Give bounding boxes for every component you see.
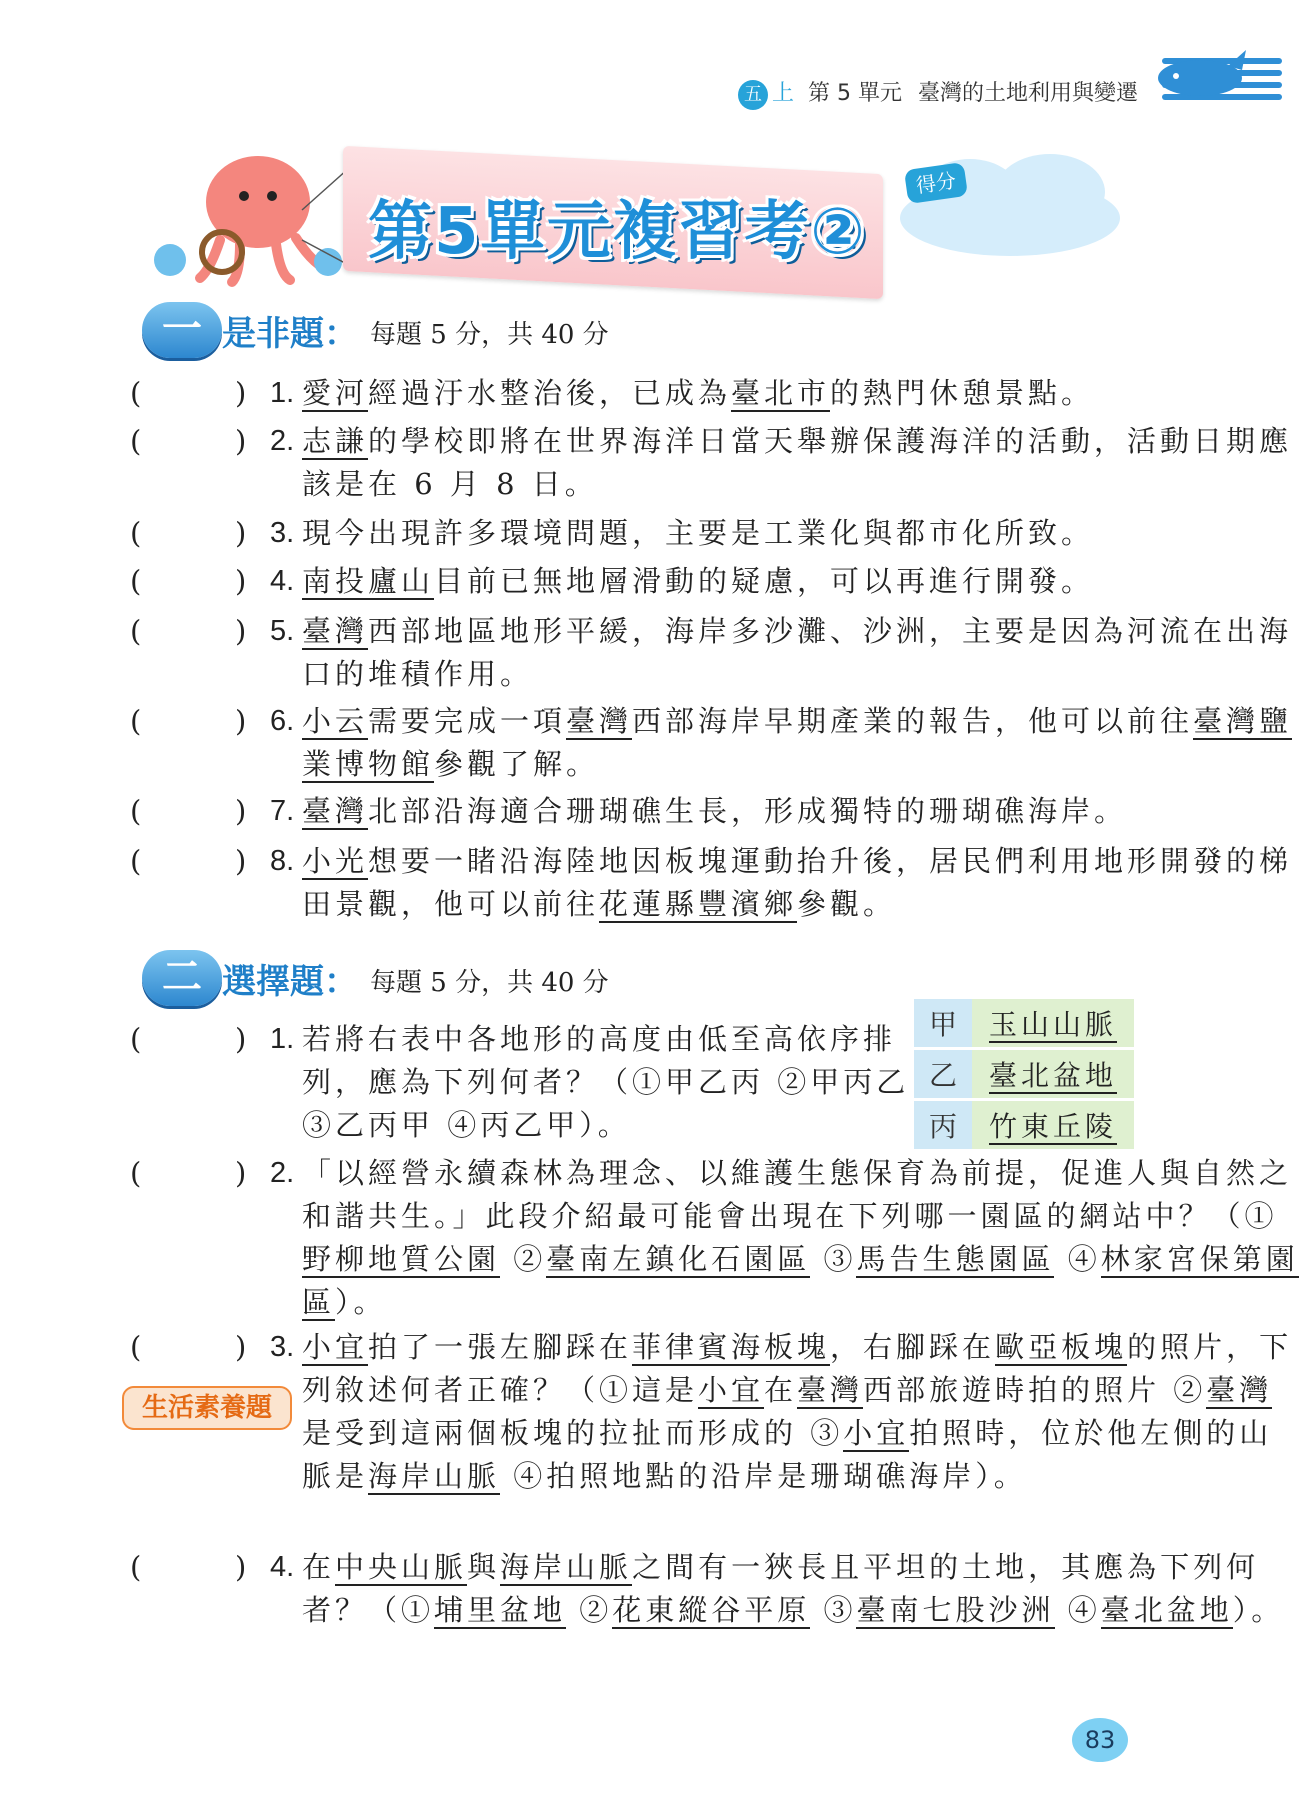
proper-noun-underlined: 廬山 [368,564,435,598]
proper-noun-underlined: 臺灣 [1206,1373,1273,1407]
proper-noun-underlined: 花蓮縣 [599,887,699,921]
question-text [302,700,1302,786]
answer-blank-close: ) [235,614,247,648]
proper-noun-underlined: 野柳地質公園 [302,1242,501,1276]
proper-noun-underlined: 臺南左鎮化石園區 [546,1242,811,1276]
proper-noun-underlined: 菲律賓海板塊 [632,1330,831,1364]
question-text-segment: 拍了一張左腳踩在 [368,1330,633,1364]
question-text [302,790,1302,833]
answer-blank-open[interactable]: ( [130,794,142,828]
answer-blank-open[interactable]: ( [130,1330,142,1364]
answer-blank-open[interactable]: ( [130,1022,142,1056]
answer-blank-open[interactable]: ( [130,704,142,738]
answer-blank-open[interactable]: ( [130,1550,142,1584]
section-score: 每題 5 分，共 40 分 [370,320,609,350]
answer-blank-close: ) [235,1330,247,1364]
question-number: 2. [270,1157,295,1189]
section-title-text: 是非題 [222,314,324,354]
question-text-segment: 是受到這兩個板塊的拉扯而形成的 ③ [302,1416,844,1450]
section-colon: ： [324,962,358,1002]
question-text [302,512,1302,555]
question-text [302,1152,1302,1324]
question-number: 4. [270,1551,295,1583]
question-text [302,560,1302,603]
question-text-segment: 西部海岸早期產業的報告，他可以前往 [632,704,1194,738]
section-title-text: 選擇題 [222,962,324,1002]
question-number: 3. [270,517,295,549]
table-key: 乙 [914,1050,972,1098]
proper-noun-underlined: 臺灣 [302,614,369,648]
page-number: 83 [1072,1718,1128,1762]
question-text-segment: 需要完成一項 [368,704,567,738]
proper-noun-underlined: 志謙 [302,424,369,458]
proper-noun-underlined: 愛河 [302,376,369,410]
page-title: 第5單元複習考② [368,195,867,269]
answer-blank-open[interactable]: ( [130,844,142,878]
proper-noun-underlined: 臺北盆地 [1100,1593,1233,1627]
question-text-segment: 目前已無地層滑動的疑慮，可以再進行開發。 [434,564,1095,598]
semester-label: 上 [772,81,795,106]
table-value [972,1050,1134,1098]
proper-noun-underlined: 埔里盆地 [434,1593,567,1627]
life-skill-tag: 生活素養題 [122,1386,292,1430]
proper-noun-underlined: 小宜 [698,1373,765,1407]
answer-blank-close: ) [235,376,247,410]
proper-noun-underlined: 臺南七股沙洲 [856,1593,1055,1627]
question-text-segment: ③ [810,1593,857,1627]
table-value-text: 臺北盆地 [988,1059,1117,1092]
question-text [302,610,1302,696]
question-text [302,372,1272,415]
proper-noun-underlined: 小光 [302,844,369,878]
question-text-segment: 西部地區地形平緩，海岸多沙灘、沙洲，主要是因為河流在出海口的堆積作用。 [302,614,1293,691]
question-number: 5. [270,615,295,647]
question-text-segment: 的學校即將在世界海洋日當天舉辦保護海洋的活動，活動日期應該是在 6 月 8 日。 [302,424,1293,501]
section-title [222,954,358,1003]
answer-blank-open[interactable]: ( [130,376,142,410]
table-value [972,1101,1134,1149]
question-text-segment: 與 [467,1550,501,1584]
answer-blank-close: ) [235,516,247,550]
answer-blank-close: ) [235,424,247,458]
table-value [972,999,1134,1047]
question-text [302,1018,952,1147]
proper-noun-underlined: 臺灣 [302,794,369,828]
proper-noun-underlined: 馬告生態園區 [856,1242,1055,1276]
proper-noun-underlined: 中央山脈 [335,1550,468,1584]
question-number: 1. [270,377,295,409]
question-text-segment: ② [566,1593,613,1627]
section-score: 每題 5 分，共 40 分 [370,968,609,998]
question-text [302,420,1302,506]
question-text-segment: 參觀了解。 [434,747,600,781]
proper-noun-underlined: 小云 [302,704,369,738]
section-number: 二 [142,950,222,1006]
question-text [302,1326,1302,1498]
proper-noun-underlined: 臺灣 [566,704,633,738]
question-number: 8. [270,845,295,877]
question-text-segment: ② [500,1242,547,1276]
proper-noun-underlined: 小宜 [843,1416,910,1450]
topic-label: 臺灣的土地利用與變遷 [918,81,1139,106]
answer-blank-open[interactable]: ( [130,614,142,648]
section-colon: ： [324,314,358,354]
question-text-segment: 的照片，下列敘述何者正確？（①這是 [302,1330,1293,1407]
question-number: 6. [270,705,295,737]
unit-label: 第 5 單元 [808,81,902,106]
table-value-text: 玉山山脈 [988,1008,1117,1041]
question-text [302,840,1302,926]
question-number: 2. [270,425,295,457]
question-text-segment: ）。 [335,1285,387,1319]
running-header [738,76,1138,110]
answer-blank-close: ) [235,1156,247,1190]
question-text-segment: ④ [1054,1593,1101,1627]
question-number: 4. [270,565,295,597]
question-text-segment: 現今出現許多環境問題，主要是工業化與都市化所致。 [302,516,1095,550]
question-text [302,1546,1302,1632]
question-text-segment: ③ [810,1242,857,1276]
proper-noun-underlined: 豐濱鄉 [698,887,798,921]
table-value-text: 竹東丘陵 [988,1110,1117,1143]
answer-blank-close: ) [235,1022,247,1056]
question-text-segment: ④ [1054,1242,1101,1276]
proper-noun-underlined: 小宜 [302,1330,369,1364]
question-text-segment: 拍照時，位於他左側的山脈是 [302,1416,1273,1493]
answer-blank-close: ) [235,844,247,878]
score-badge: 得分 [904,162,968,204]
question-number: 1. [270,1023,295,1055]
proper-noun-underlined: 花東縱谷平原 [612,1593,811,1627]
question-text-segment: 若將右表中各地形的高度由低至高依序排列，應為下列何者？（①甲乙丙 ②甲丙乙 ③乙丙甲 ④丙乙甲）。 [302,1022,910,1142]
whale-icon [1150,40,1250,100]
section-number: 一 [142,302,222,358]
question-text-segment: 的熱門休憩景點。 [830,376,1095,410]
answer-blank-open[interactable]: ( [130,424,142,458]
table-key: 甲 [914,999,972,1047]
question-text-segment: 北部沿海適合珊瑚礁生長，形成獨特的珊瑚礁海岸。 [368,794,1128,828]
question-text-segment: 想要一睹沿海陸地因板塊運動抬升後，居民們利用地形開發的梯田景觀，他可以前往 [302,844,1293,921]
answer-blank-open[interactable]: ( [130,564,142,598]
question-number: 7. [270,795,295,827]
proper-noun-underlined: 海岸山脈 [368,1459,501,1493]
answer-blank-close: ) [235,794,247,828]
question-text-segment: 經過汙水整治後，已成為 [368,376,732,410]
question-text-segment: ，右腳踩在 [830,1330,996,1364]
answer-blank-close: ) [235,704,247,738]
proper-noun-underlined: 南投 [302,564,369,598]
question-text-segment: 「以經營永續森林為理念、以維護生態保育為前提，促進人與自然之和諧共生。」此段介紹最可能會出現在下列哪一園區的網站中？（① [302,1156,1293,1233]
question-text-segment: 在 [302,1550,336,1584]
question-number: 3. [270,1331,295,1363]
grade-badge: 五 [738,80,768,110]
proper-noun-underlined: 林家宮保第園區 [302,1242,1299,1319]
answer-blank-close: ) [235,564,247,598]
answer-blank-open[interactable]: ( [130,1156,142,1190]
answer-blank-open[interactable]: ( [130,516,142,550]
question-text-segment: 在 [764,1373,798,1407]
question-text-segment: ）。 [1232,1593,1285,1627]
answer-blank-close: ) [235,1550,247,1584]
question-text-segment: 西部旅遊時拍的照片 ② [863,1373,1207,1407]
proper-noun-underlined: 海岸山脈 [500,1550,633,1584]
question-text-segment: ④拍照地點的沿岸是珊瑚礁海岸）。 [500,1459,1027,1493]
proper-noun-underlined: 臺灣鹽業博物館 [302,704,1293,781]
question-text-segment: 參觀。 [797,887,897,921]
section-title [222,306,358,355]
table-key: 丙 [914,1101,972,1149]
proper-noun-underlined: 臺灣 [797,1373,864,1407]
proper-noun-underlined: 臺北市 [731,376,831,410]
question-text-segment: 之間有一狹長且平坦的土地，其應為下列何者？（① [302,1550,1260,1627]
proper-noun-underlined: 歐亞板塊 [995,1330,1128,1364]
